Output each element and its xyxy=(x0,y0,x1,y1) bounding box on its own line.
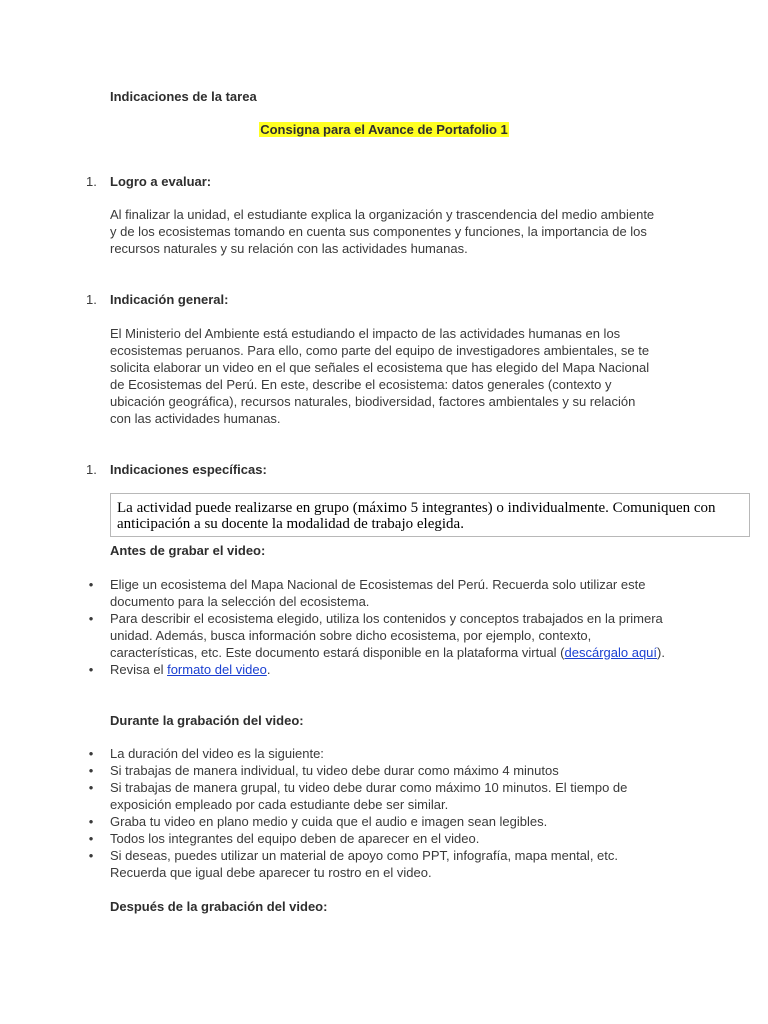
bullet-icon: • xyxy=(88,831,94,846)
group-note-box: La actividad puede realizarse en grupo (máximo 5 integrantes) o individualmente. Comuniquen con anticipación a su docente la modalidad de trabajo elegida. xyxy=(110,493,750,537)
consigna-heading xyxy=(0,121,768,138)
video-format-link[interactable]: formato del video xyxy=(167,662,267,677)
list-item-text: Si trabajas de manera grupal, tu video debe durar como máximo 10 minutos. El tiempo de exposición empleado por cada estudiante debe ser similar. xyxy=(110,780,628,812)
list-item-text: Elige un ecosistema del Mapa Nacional de Ecosistemas del Perú. Recuerda solo utilizar este documento para la selección del ecosistema. xyxy=(110,577,646,609)
list-item-text: La duración del video es la siguiente: xyxy=(110,746,324,761)
subheading-after: Después de la grabación del video: xyxy=(110,899,328,914)
consigna-highlight: Consigna para el Avance de Portafolio 1 xyxy=(260,122,508,137)
bullet-icon: • xyxy=(88,746,94,761)
bullet-icon: • xyxy=(88,577,94,592)
subheading-during: Durante la grabación del video: xyxy=(110,713,304,728)
bullet-icon: • xyxy=(88,848,94,863)
list-item-text: Para describir el ecosistema elegido, utiliza los contenidos y conceptos trabajados en la primera unidad. Además, busca información sobre dicho ecosistema, por ejemplo, contexto, características, etc. Este documento estará disponible en la plataforma virtual ( xyxy=(110,611,663,660)
list-item xyxy=(86,847,666,881)
list-item xyxy=(86,576,666,610)
section-heading-indicaciones-especificas: Indicaciones específicas: xyxy=(110,462,267,477)
bullet-icon: • xyxy=(88,780,94,795)
list-item xyxy=(86,813,666,830)
list-item xyxy=(86,762,666,779)
section-number: 1. xyxy=(86,462,97,477)
list-item-text: Graba tu video en plano medio y cuida que el audio e imagen sean legibles. xyxy=(110,814,548,829)
list-item-text: Si deseas, puedes utilizar un material de apoyo como PPT, infografía, mapa mental, etc. Recuerda que igual debe aparecer tu rostro en el video. xyxy=(110,848,618,880)
bullet-icon: • xyxy=(88,814,94,829)
list-item xyxy=(86,830,666,847)
list-item-text: Todos los integrantes del equipo deben de aparecer en el video. xyxy=(110,831,480,846)
list-item-text-end: ). xyxy=(657,645,665,660)
section-number: 1. xyxy=(86,174,97,189)
indicacion-general-paragraph: El Ministerio del Ambiente está estudiando el impacto de las actividades humanas en los ecosistemas peruanos. Para ello, como parte del equipo de investigadores ambientales, se te solicita elaborar un video en el que señales el ecosistema que has elegido del Mapa Nacional de Ecosistemas del Perú. En este, describe el ecosistema: datos generales (contexto y ubicación geográfica), recursos naturales, biodiversidad, factores ambientales y su relación con las actividades humanas. xyxy=(110,326,650,426)
bullet-icon: • xyxy=(88,763,94,778)
subheading-before: Antes de grabar el video: xyxy=(110,543,266,558)
list-item xyxy=(86,610,666,661)
before-list xyxy=(86,576,666,678)
bullet-icon: • xyxy=(88,611,94,626)
list-item xyxy=(86,661,666,678)
page-title: Indicaciones de la tarea xyxy=(110,89,257,104)
section-number: 1. xyxy=(86,292,97,307)
section-heading-indicacion-general: Indicación general: xyxy=(110,292,229,307)
list-item-text: Revisa el xyxy=(110,662,168,677)
bullet-icon: • xyxy=(88,662,94,677)
list-item-text-end: . xyxy=(266,662,271,677)
section-heading-logro: Logro a evaluar: xyxy=(110,174,212,189)
list-item xyxy=(86,745,666,762)
during-list xyxy=(86,745,666,881)
logro-paragraph: Al finalizar la unidad, el estudiante explica la organización y trascendencia del medio ambiente y de los ecosistemas tomando en cuenta sus componentes y funciones, la importancia de los recursos naturales y su relación con las actividades humanas. xyxy=(110,207,655,256)
list-item-text: Si trabajas de manera individual, tu video debe durar como máximo 4 minutos xyxy=(110,763,559,778)
download-link[interactable]: descárgalo aquí xyxy=(564,645,658,660)
list-item xyxy=(86,779,666,813)
